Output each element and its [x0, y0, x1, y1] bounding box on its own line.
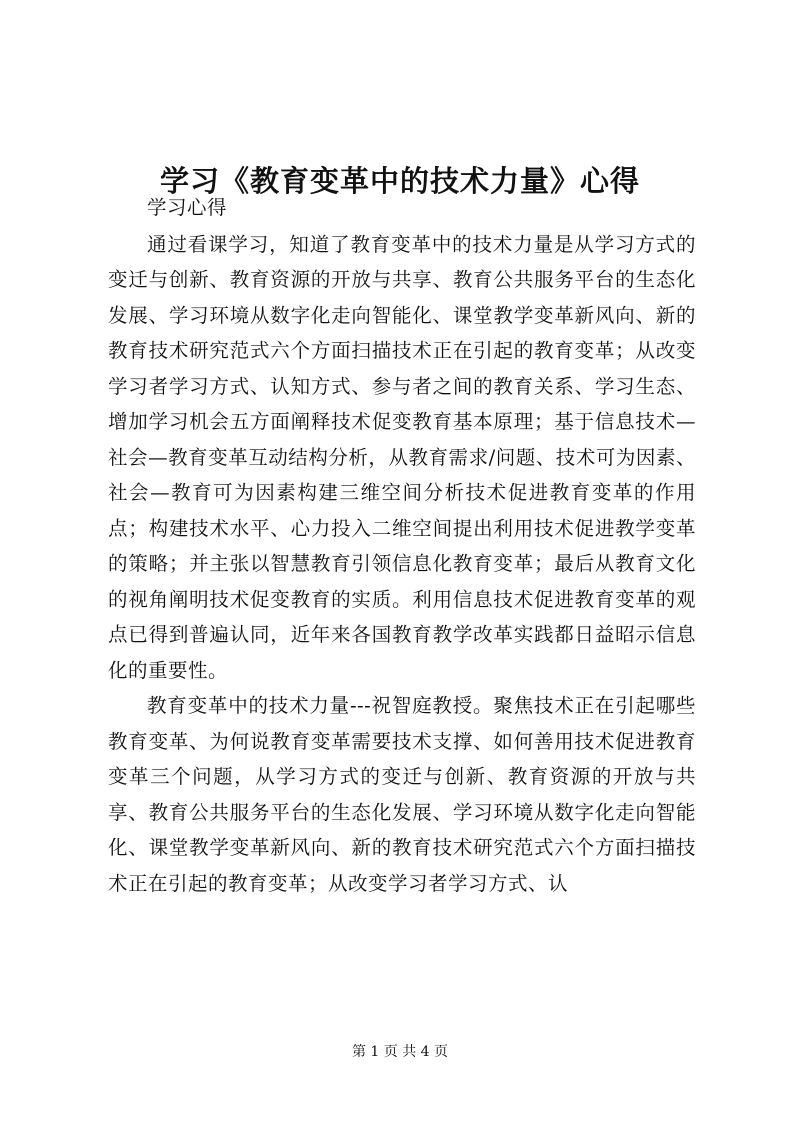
page-footer: 第 1 页 共 4 页 — [351, 1044, 449, 1060]
document-body — [108, 190, 696, 901]
document-title: 学习《教育变革中的技术力量》心得 — [159, 164, 640, 199]
paragraph-2: 教育变革中的技术力量---祝智庭教授。聚焦技术正在引起哪些教育变革、为何说教育变革需要技术支撑、如何善用技术促进教育变革三个问题，从学习方式的变迁与创新、教育资源的开放与共享、教育公共服务平台的生态化发展、学习环境从数字化走向智能化、课堂教学变革新风向、新的教育技术研究范式六个方面扫描技术正在引起的教育变革；从改变学习者学习方式、认 — [108, 694, 696, 895]
paragraph-1: 通过看课学习，知道了教育变革中的技术力量是从学习方式的变迁与创新、教育资源的开放与共享、教育公共服务平台的生态化发展、学习环境从数字化走向智能化、课堂教学变革新风向、新的教育技术研究范式六个方面扫描技术正在引起的教育变革；从改变学习者学习方式、认知方式、参与者之间的教育关系、学习生态、增加学习机会五方面阐释技术促变教育基本原理；基于信息技术—社会—教育变革互动结构分析，从教育需求/问题、技术可为因素、社会—教育可为因素构建三维空间分析技术促进教育变革的作用点；构建技术水平、心力投入二维空间提出利用技术促进教学变革的策略；并主张以智慧教育引领信息化教育变革；最后从教育文化的视角阐明技术促变教育的实质。利用信息技术促进教育变革的观点已得到普遍认同，近年来各国教育教学改革实践都日益昭示信息化的重要性。 — [108, 232, 696, 682]
section-heading: 学习心得 — [147, 196, 228, 219]
